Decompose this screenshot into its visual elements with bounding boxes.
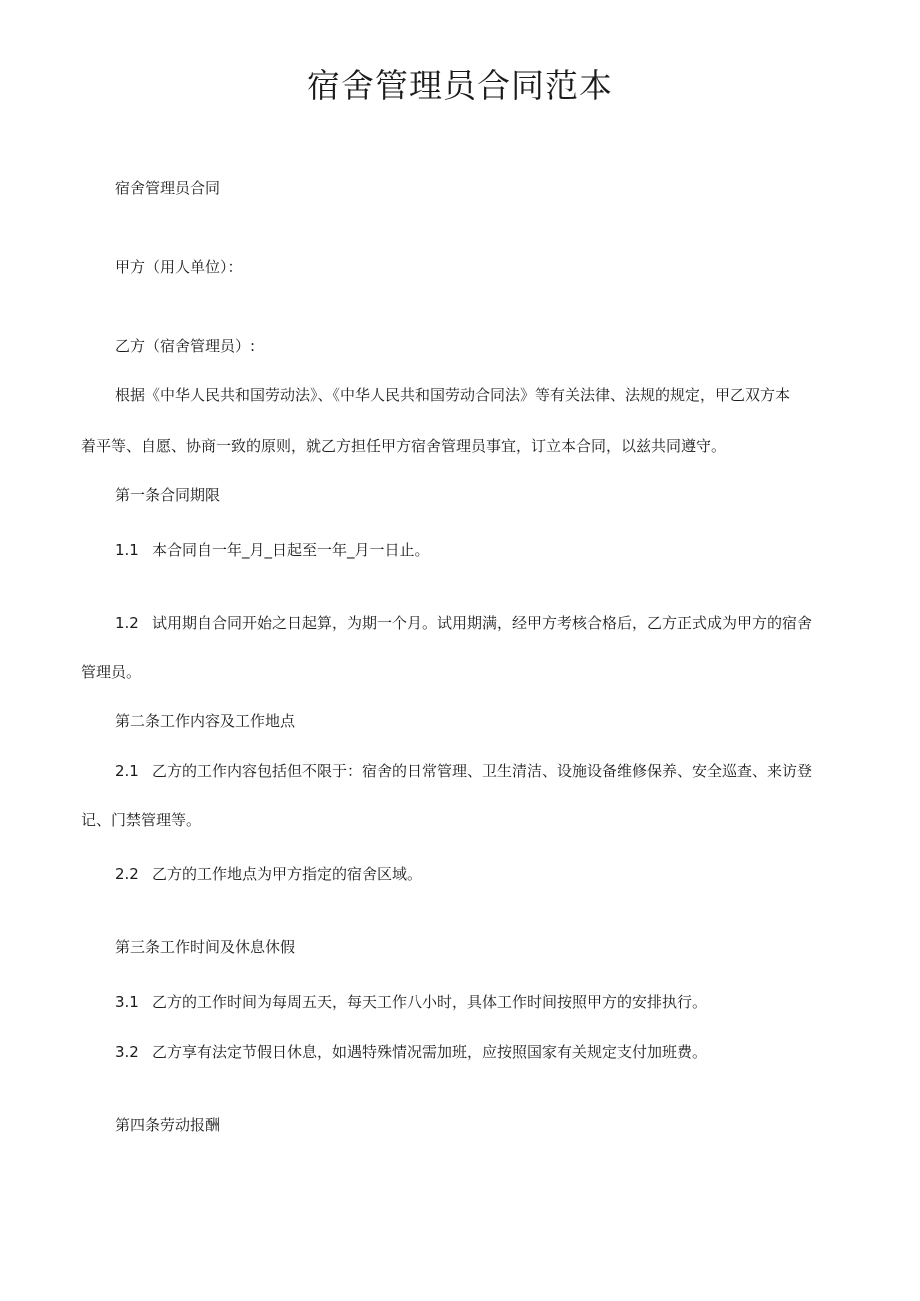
party-a-line: 甲方（用人单位）： bbox=[115, 258, 243, 276]
clause-1-2 bbox=[115, 613, 812, 633]
article-4-title: 第四条劳动报酬 bbox=[115, 1116, 221, 1134]
clause-2-1-text-line-2: 记、门禁管理等。 bbox=[81, 811, 202, 829]
clause-3-2-number: 3.2 bbox=[115, 1043, 139, 1061]
clause-1-2-number: 1.2 bbox=[115, 614, 139, 632]
clause-1-1 bbox=[115, 540, 430, 560]
article-3-title: 第三条工作时间及休息休假 bbox=[115, 938, 296, 956]
clause-2-2-text: 乙方的工作地点为甲方指定的宿舍区域。 bbox=[152, 865, 423, 883]
document-title: 宿舍管理员合同范本 bbox=[307, 66, 613, 105]
clause-3-1-text: 乙方的工作时间为每周五天，每天工作八小时，具体工作时间按照甲方的安排执行。 bbox=[152, 993, 708, 1011]
preamble-line-2: 着平等、自愿、协商一致的原则，就乙方担任甲方宿舍管理员事宜，订立本合同，以兹共同遵守。 bbox=[81, 437, 727, 455]
preamble-line-1: 根据《中华人民共和国劳动法》、《中华人民共和国劳动合同法》等有关法律、法规的规定，甲乙双方本 bbox=[115, 386, 791, 404]
clause-1-2-text-line-2: 管理员。 bbox=[81, 663, 142, 681]
clause-3-2-text: 乙方享有法定节假日休息，如遇特殊情况需加班，应按照国家有关规定支付加班费。 bbox=[152, 1043, 708, 1061]
clause-1-1-number: 1.1 bbox=[115, 541, 139, 559]
clause-2-1-text-line-1: 乙方的工作内容包括但不限于：宿舍的日常管理、卫生清洁、设施设备维修保养、安全巡查、来访登 bbox=[152, 762, 813, 780]
clause-2-1-number: 2.1 bbox=[115, 762, 139, 780]
clause-3-1 bbox=[115, 992, 707, 1012]
article-2-title: 第二条工作内容及工作地点 bbox=[115, 712, 296, 730]
clause-3-2 bbox=[115, 1042, 707, 1062]
clause-3-1-number: 3.1 bbox=[115, 993, 139, 1011]
clause-2-2 bbox=[115, 864, 422, 884]
contract-heading: 宿舍管理员合同 bbox=[115, 179, 221, 197]
clause-2-1 bbox=[115, 761, 812, 781]
clause-1-1-text: 本合同自一年_月_日起至一年_月一日止。 bbox=[152, 541, 430, 559]
article-1-title: 第一条合同期限 bbox=[115, 486, 221, 504]
party-b-line: 乙方（宿舍管理员）: bbox=[115, 337, 256, 355]
clause-1-2-text-line-1: 试用期自合同开始之日起算，为期一个月。试用期满，经甲方考核合格后，乙方正式成为甲方的宿舍 bbox=[152, 614, 813, 632]
clause-2-2-number: 2.2 bbox=[115, 865, 139, 883]
